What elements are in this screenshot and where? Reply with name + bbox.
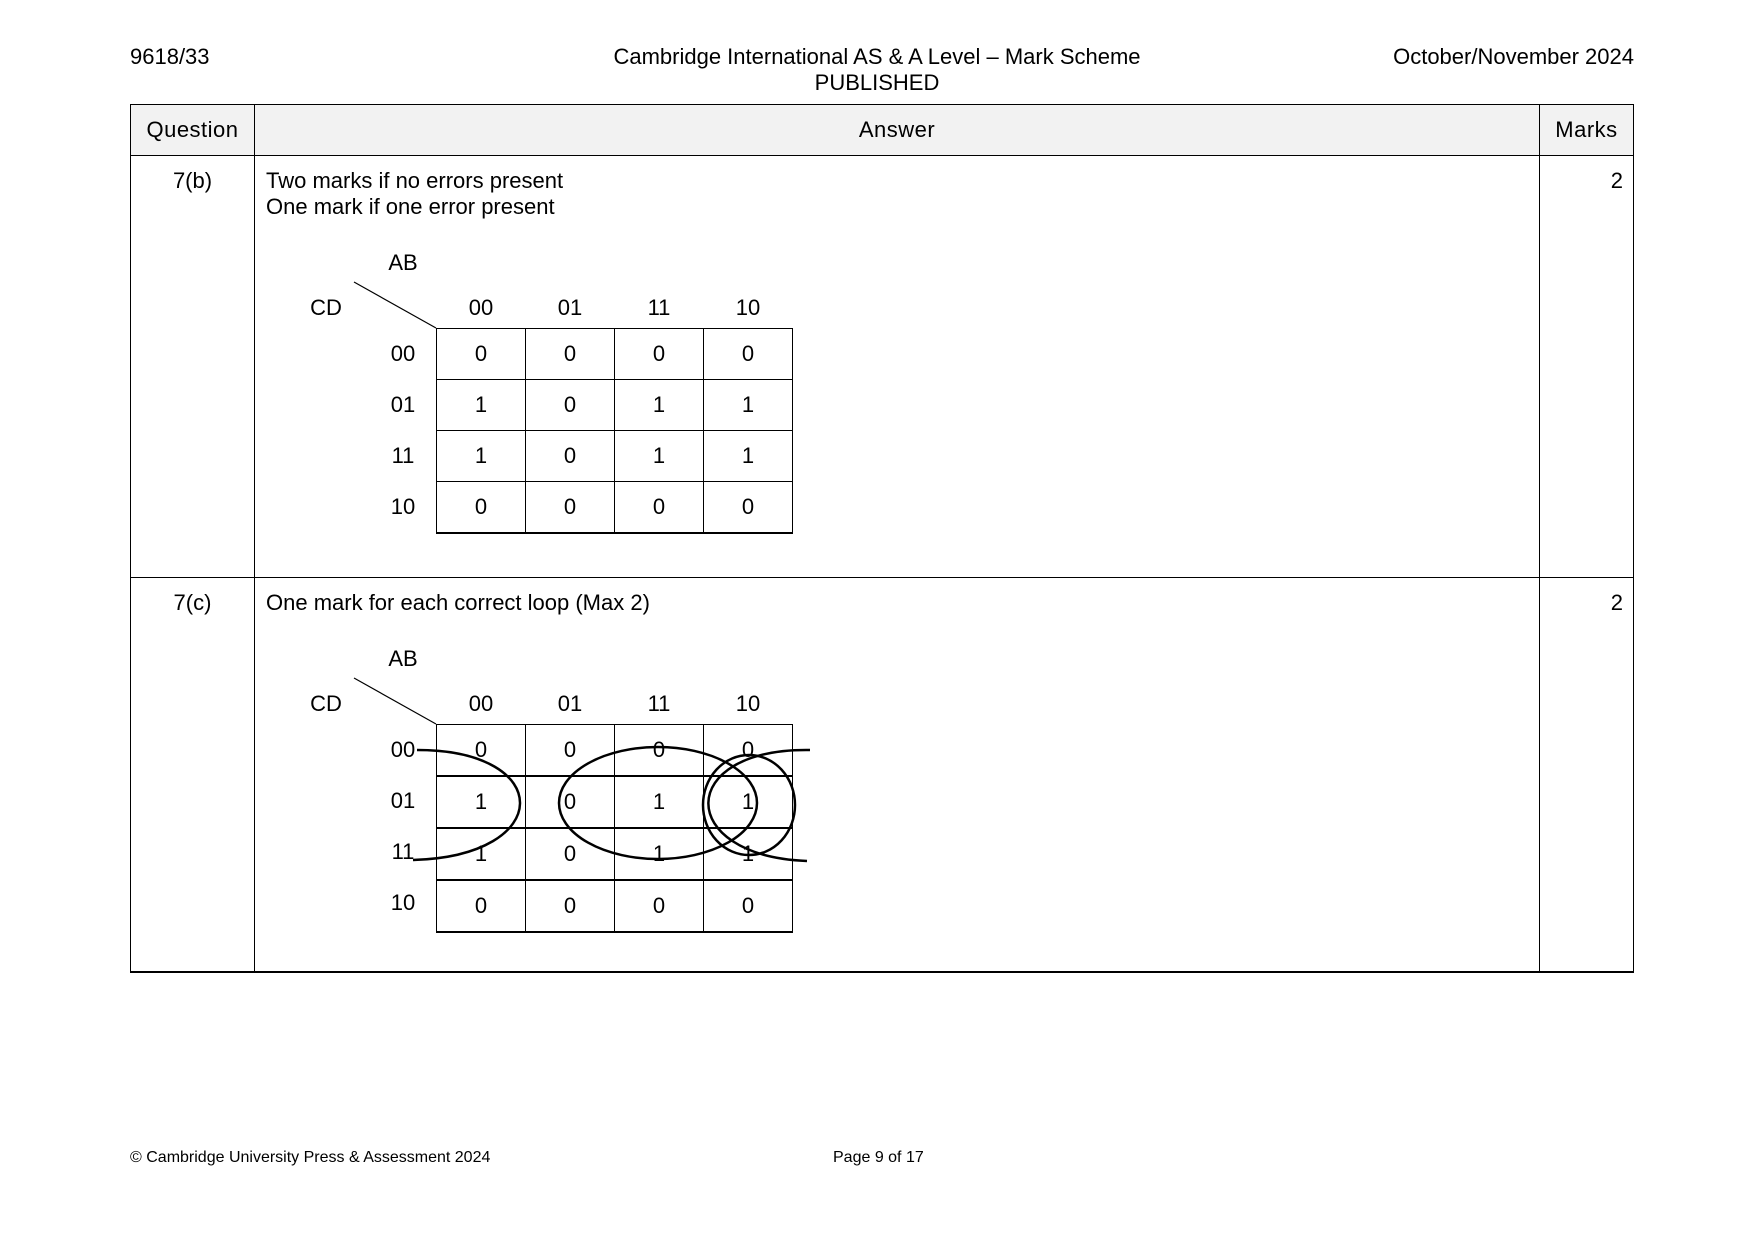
kmap-column-label: 11: [647, 295, 671, 320]
kmap-grid: [436, 328, 793, 534]
question-column-header: Question: [131, 105, 255, 156]
answer-line: Two marks if no errors present: [266, 168, 564, 193]
kmap-row: [437, 380, 793, 431]
kmap-cell: 0: [615, 482, 704, 534]
marks-value: 2: [1540, 156, 1634, 578]
kmap-row-label: 01: [390, 788, 416, 813]
kmap-row-label: 00: [390, 737, 416, 762]
kmap-cell: 1: [615, 380, 704, 431]
kmap-row-variable: CD: [310, 295, 342, 320]
kmap-row: [437, 725, 793, 777]
kmap-column-label: 10: [735, 295, 761, 320]
table-row: [131, 156, 1634, 578]
kmap-cell: 1: [437, 776, 526, 828]
kmap-cell: 0: [437, 482, 526, 534]
kmap-row-label: 01: [390, 392, 416, 417]
kmap-diagonal-divider: [354, 678, 436, 724]
kmap-row: [437, 776, 793, 828]
document-title-text: Cambridge International AS & A Level – Mark Scheme: [613, 44, 1141, 69]
answer-line: One mark for each correct loop (Max 2): [266, 590, 650, 615]
kmap-row: [437, 431, 793, 482]
kmap-cell: 0: [526, 482, 615, 534]
kmap-cell: 0: [615, 725, 704, 777]
kmap-column-label: 00: [468, 691, 494, 716]
kmap-row: [437, 880, 793, 932]
kmap-cell: 0: [526, 380, 615, 431]
marks-column-header: Marks: [1540, 105, 1634, 156]
kmap-column-variable: AB: [388, 646, 418, 671]
kmap-cell: 0: [704, 880, 793, 932]
page-number: Page 9 of 17: [833, 1149, 924, 1166]
kmap-cell: 0: [437, 329, 526, 380]
kmap-row: [437, 482, 793, 534]
kmap-cell: 0: [704, 329, 793, 380]
kmap-row: [437, 828, 793, 880]
mark-scheme-table: [130, 104, 1634, 973]
question-number: 7(c): [131, 578, 255, 973]
question-number: 7(b): [131, 156, 255, 578]
kmap-cell: 0: [526, 880, 615, 932]
kmap-column-label: 00: [468, 295, 494, 320]
answer-cell: [255, 156, 1540, 578]
kmap-cell: 0: [526, 828, 615, 880]
kmap-cell: 1: [437, 431, 526, 482]
kmap-cell: 0: [526, 725, 615, 777]
kmap-cell: 1: [704, 776, 793, 828]
answer-line: One mark if one error present: [266, 194, 555, 219]
kmap-cell: 0: [615, 329, 704, 380]
kmap-row-label: 10: [390, 494, 416, 519]
kmap-cell: 1: [437, 828, 526, 880]
marks-value: 2: [1540, 578, 1634, 973]
kmap-row-label: 00: [390, 341, 416, 366]
kmap-column-label: 11: [647, 691, 671, 716]
kmap-column-variable: AB: [388, 250, 418, 275]
document-subtitle: PUBLISHED: [814, 70, 940, 95]
kmap-cell: 0: [437, 880, 526, 932]
karnaugh-map: [255, 248, 815, 568]
answer-column-header: Answer: [255, 105, 1540, 156]
kmap-row-label: 11: [391, 443, 415, 468]
kmap-cell: 1: [437, 380, 526, 431]
kmap-cell: 0: [526, 329, 615, 380]
kmap-cell: 0: [704, 725, 793, 777]
kmap-cell: 0: [615, 880, 704, 932]
kmap-cell: 1: [704, 828, 793, 880]
kmap-column-label: 01: [557, 691, 583, 716]
table-row: [131, 578, 1634, 973]
answer-cell: [255, 578, 1540, 973]
kmap-column-label: 10: [735, 691, 761, 716]
kmap-row: [437, 329, 793, 380]
kmap-column-label: 01: [557, 295, 583, 320]
kmap-cell: 1: [615, 776, 704, 828]
kmap-cell: 1: [704, 431, 793, 482]
kmap-cell: 0: [437, 725, 526, 777]
kmap-cell: 0: [526, 776, 615, 828]
kmap-cell: 1: [615, 828, 704, 880]
table-header-row: [131, 105, 1634, 156]
exam-session: October/November 2024: [1393, 44, 1634, 69]
karnaugh-map: [255, 644, 815, 964]
kmap-cell: 0: [526, 431, 615, 482]
kmap-row-label: 10: [390, 890, 416, 915]
kmap-row-label: 11: [391, 839, 415, 864]
paper-code: 9618/33: [130, 44, 210, 69]
kmap-row-variable: CD: [310, 691, 342, 716]
copyright-notice: © Cambridge University Press & Assessment 2024: [130, 1149, 491, 1166]
kmap-cell: 0: [704, 482, 793, 534]
kmap-cell: 1: [615, 431, 704, 482]
kmap-cell: 1: [704, 380, 793, 431]
kmap-grid: [436, 724, 793, 933]
